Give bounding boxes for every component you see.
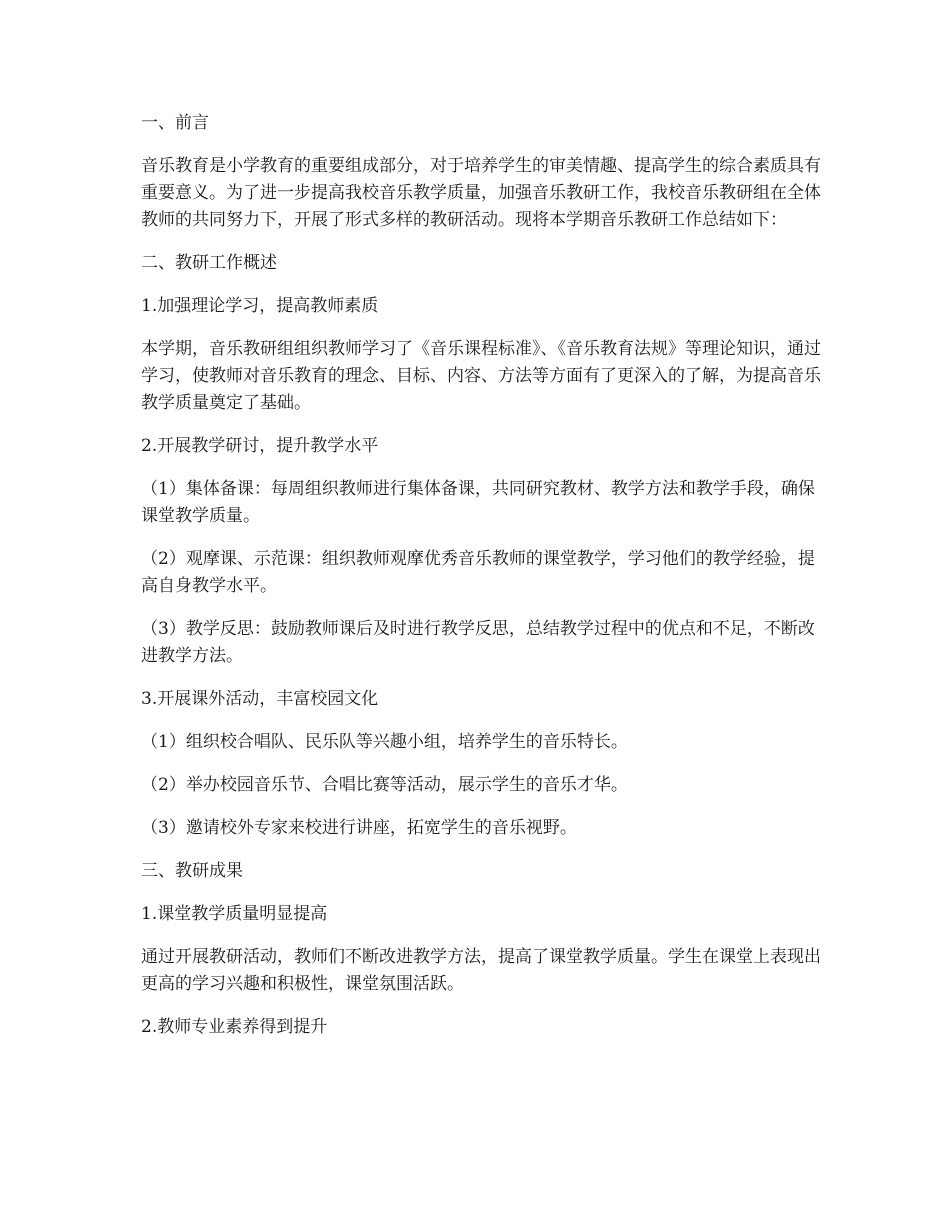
subheading-teaching-research: 2.开展教学研讨，提升教学水平 [141, 436, 379, 456]
paragraph-preface: 音乐教育是小学教育的重要组成部分，对于培养学生的审美情趣、提高学生的综合素质具有重要意义。为了进一步提高我校音乐教学质量，加强音乐教研工作，我校音乐教研组在全体教师的共同努力下，开展了形式多样的教研活动。现将本学期音乐教研工作总结如下： [141, 156, 821, 230]
subheading-teaching-quality: 1.课堂教学质量明显提高 [141, 904, 328, 924]
list-item-music-festival: （2）举办校园音乐节、合唱比赛等活动，展示学生的音乐才华。 [141, 775, 628, 795]
subheading-theory-study: 1.加强理论学习，提高教师素质 [141, 296, 379, 316]
document-body [141, 110, 823, 1057]
subheading-teacher-development: 2.教师专业素养得到提升 [141, 1017, 328, 1037]
section-heading-overview: 二、教研工作概述 [141, 253, 277, 273]
section-heading-preface: 一、前言 [141, 113, 209, 133]
paragraph-theory-study: 本学期，音乐教研组组织教师学习了《音乐课程标准》、《音乐教育法规》等理论知识，通过学习，使教师对音乐教育的理念、目标、内容、方法等方面有了更深入的了解，为提高音乐教学质量奠定了基础。 [141, 339, 821, 413]
list-item-reflection: （3）教学反思：鼓励教师课后及时进行教学反思，总结教学过程中的优点和不足，不断改进教学方法。 [141, 619, 815, 666]
list-item-expert-lectures: （3）邀请校外专家来校进行讲座，拓宽学生的音乐视野。 [141, 818, 577, 838]
list-item-collective-prep: （1）集体备课：每周组织教师进行集体备课，共同研究教材、教学方法和教学手段，确保课堂教学质量。 [141, 479, 815, 526]
section-heading-results: 三、教研成果 [141, 861, 243, 881]
list-item-interest-groups: （1）组织校合唱队、民乐队等兴趣小组，培养学生的音乐特长。 [141, 732, 628, 752]
paragraph-teaching-quality: 通过开展教研活动，教师们不断改进教学方法，提高了课堂教学质量。学生在课堂上表现出更高的学习兴趣和积极性，课堂氛围活跃。 [141, 947, 821, 994]
subheading-extracurricular: 3.开展课外活动，丰富校园文化 [141, 689, 379, 709]
list-item-observation-class: （2）观摩课、示范课：组织教师观摩优秀音乐教师的课堂教学，学习他们的教学经验，提高自身教学水平。 [141, 549, 815, 596]
